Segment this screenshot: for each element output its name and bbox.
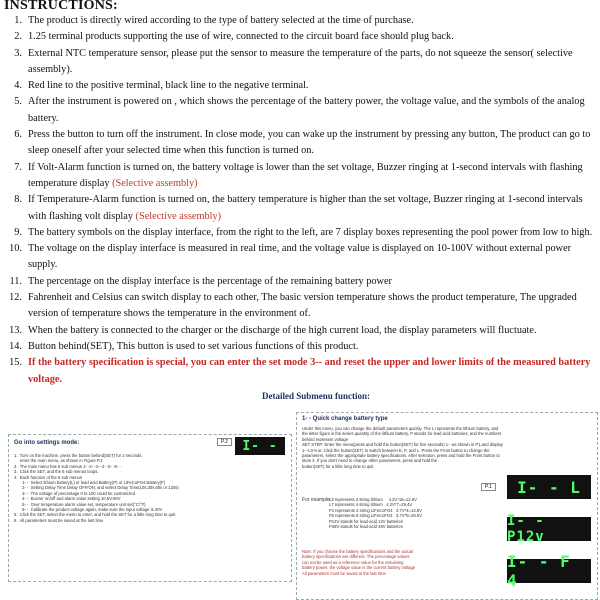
settings-line: 1- - Select lithium battery(L) or lead acid Battery(P) or LiFeCoFO4 Battery(F)	[14, 480, 166, 486]
item-text-main: Press the button to turn off the instrument. In close mode, you can wake up the instrument by pressing any button, The product can go to sleep oneself after your selected time when this function is turned on.	[28, 129, 591, 157]
settings-line: 3. Click the SET, and the 6 sub menus loops.	[14, 469, 99, 475]
item-text-main: If Volt-Alarm function is turned on, the battery voltage is lower than the set voltage, Buzzer ringing at 1-second intervals with flashing temperature display	[28, 161, 583, 189]
item-text	[28, 274, 596, 290]
item-number: 4.	[14, 80, 22, 92]
item-text	[28, 127, 596, 160]
example-line: P12V stands for lead-acid 12V batteries	[329, 518, 403, 524]
quick-change-heading: 1- - Quick change battery type	[302, 416, 388, 422]
settings-line: 3- - The voltage of percentage 0 to 100 could be customized	[14, 490, 135, 496]
item-text	[28, 29, 596, 45]
instruction-item	[4, 339, 596, 355]
item-number: 9.	[14, 226, 22, 238]
page-title: INSTRUCTIONS:	[4, 0, 118, 13]
note-line: All parameters must be saved at the last time	[302, 570, 386, 576]
instruction-item	[4, 160, 596, 193]
quick-change-line: SET STEP: Enter the menu(press and hold the button(SET) for five seconds) 1- -as shown in P1,and display	[302, 442, 503, 448]
note-line: Note: If you choose the battery specifications and the actual	[302, 549, 413, 554]
instruction-item	[4, 241, 596, 274]
settings-line: 1. Turn on the machine, press the button behind(SET) for 2 seconds,	[14, 453, 143, 458]
example-list	[329, 497, 479, 529]
item-text-main: If the battery specification is special, you can enter the set mode 3-- and reset the upper and lower limits of the measured battery voltage.	[28, 357, 591, 385]
instruction-item	[4, 355, 596, 388]
item-text-main: The percentage on the display interface is the percentage of the remaining battery power	[28, 275, 392, 287]
item-text-main: Fahrenheit and Celsius can switch display to each other, The basic version temperature shows the product temperature, The upgraded version of temperature shows the temperature in the environment of.	[28, 292, 577, 320]
item-text-main: The battery symbols on the display interface, from the right to the left, are 7 display boxes representing the pool power from low to high.	[28, 226, 593, 238]
quick-change-line: Under this menu, you can change the default parameters quickly. The L represents the lithium battery, and	[302, 426, 499, 431]
item-text	[28, 46, 596, 79]
item-text-main: After the instrument is powered on , which shows the percentage of the battery power, the voltage value, and the symbols of the analog battery.	[28, 96, 585, 124]
settings-line: 6- - Calibrate the product voltage again, make sure the input voltage is 20V	[14, 507, 163, 513]
instruction-item	[4, 323, 596, 339]
settings-line: 4- - Buzzer on/off and alarm value setting 10.5V-80V	[14, 496, 121, 502]
quick-change-text	[302, 426, 503, 469]
example-label: For example:	[302, 497, 332, 503]
quick-change-line: behind represent voltage	[302, 436, 349, 442]
item-number: 12.	[9, 292, 22, 304]
instruction-item	[4, 274, 596, 290]
instruction-item	[4, 192, 596, 225]
instruction-list	[4, 13, 596, 388]
quick-change-panel	[296, 412, 598, 600]
item-number: 11.	[9, 275, 22, 287]
item-text	[28, 339, 596, 355]
item-number: 8.	[14, 194, 22, 206]
item-text-main: The product is directly wired according to the type of battery selected at the time of purchase.	[28, 15, 414, 26]
settings-line: 5. Click the SET, select the menu to enter, and hold the SET for a little long time to quit	[14, 512, 176, 518]
quick-change-line: store it. If you don't need to change other parameters, press and hold the	[302, 458, 438, 464]
item-number: 14.	[9, 340, 22, 352]
item-text-main: If Temperature-Alarm function is turned on, the battery temperature is higher than the set voltage, Buzzer ringing at 1-second intervals with flashing volt display	[28, 194, 583, 222]
note-line: battery power. the voltage value is the current battery voltage	[302, 565, 416, 571]
note-line: battery specifications are different, The percentage values	[302, 554, 410, 560]
quick-change-line: parameters, select the appropriate battery specifications. After selection, press and hold the Front button to	[302, 453, 500, 459]
item-text	[28, 160, 596, 193]
item-text-main: When the battery is connected to the charger or the discharge of the high current load, the display parameters will fluctuate.	[28, 324, 537, 336]
lcd-display-lithium: I- - L	[507, 475, 591, 499]
instruction-item	[4, 46, 596, 79]
item-text-note: (Selective assembly)	[135, 210, 222, 222]
item-text	[28, 290, 596, 323]
settings-line: enter the main menu, as shown in Figure P.2	[14, 458, 103, 464]
item-number: 7.	[14, 161, 22, 173]
settings-line: 2. The main menu has 6 sub menus 1- -2- -3- -4- -5- -6- -	[14, 463, 121, 469]
item-text-note: (Selective assembly)	[112, 177, 198, 189]
figure-tag-p1: P.1	[481, 483, 496, 491]
item-text-main: External NTC temperature sensor, please put the sensor to measure the temperature of the parts, do not squeeze the sensor( selective assembly).	[28, 47, 573, 75]
example-line: P48V stands for lead-acid 48V batteries	[329, 524, 403, 530]
item-number: 6.	[14, 129, 22, 141]
lcd-display-lifecofo4: I- - F 4	[507, 559, 591, 583]
settings-heading: Go into settings mode:	[14, 440, 80, 446]
item-text	[28, 241, 596, 274]
instruction-item	[4, 94, 596, 127]
item-text	[28, 355, 596, 388]
quick-change-line: 1- -L0-9 or, Click the button(SET) to switch between E, P, and L. Press the Front button to change the	[302, 447, 490, 453]
settings-line: 5- - Over temperature alarm value set, temperature unit set(°C/°F)	[14, 501, 146, 507]
example-line: F4 represents 4 string LiFeCoFO4 3.7V*4=14.8V	[329, 507, 422, 513]
item-text	[28, 192, 596, 225]
lcd-display-lead-acid: I- - P12v	[507, 517, 591, 541]
item-text-main: Red line to the positive terminal, black line to the negative terminal.	[28, 80, 309, 92]
instruction-item	[4, 225, 596, 241]
item-text	[28, 323, 596, 339]
instruction-item	[4, 13, 596, 29]
item-number: 5.	[14, 96, 22, 108]
example-line: L3 represents 3 string lithium 4.2V*16=12.6V	[329, 497, 417, 502]
note-text	[302, 549, 462, 576]
instruction-item	[4, 127, 596, 160]
submenu-heading: Detailed Submenu function:	[262, 391, 371, 401]
quick-change-line: button(SET) for a little long time to quit	[302, 463, 374, 469]
item-number: 3.	[14, 47, 22, 59]
item-text-main: Button behind(SET), This button is used to set various functions of this product.	[28, 340, 359, 352]
settings-line: 2- - Setting Delay Time Delay OFF/ON, and select Delay Time(10s,30s,60s or 120s)	[14, 485, 179, 491]
instruction-item	[4, 29, 596, 45]
item-text	[28, 13, 596, 29]
item-number: 13.	[9, 324, 22, 336]
item-number: 1.	[14, 15, 22, 26]
instruction-item	[4, 290, 596, 323]
item-text	[28, 94, 596, 127]
item-text-main: 1.25 terminal products supporting the use of wire, connected to the circuit board face should plug back.	[28, 31, 454, 43]
quick-change-line: the letter figure is the series quantity of the lithium battery, P stands for lead acid batteries, and the numbers	[302, 431, 502, 437]
item-number: 2.	[14, 31, 22, 43]
settings-steps	[14, 453, 284, 523]
note-line: can not be used as a reference value for the remaining	[302, 559, 404, 565]
settings-mode-panel	[8, 434, 292, 582]
settings-line: 6. All parameters must be saved at the last time	[14, 517, 104, 523]
example-line: L7 represents 4 string lithium 4.2V*7=29.4V	[329, 502, 413, 508]
lcd-display-menu: I- -	[235, 437, 285, 455]
item-number: 10.	[9, 243, 22, 255]
figure-tag-p2: P.2	[217, 438, 232, 446]
item-text-main: The voltage on the display interface is measured in real time, and the voltage value is displayed on 10-100V without external power supply.	[28, 243, 572, 271]
item-text	[28, 225, 596, 241]
instruction-item	[4, 78, 596, 94]
item-text	[28, 78, 596, 94]
settings-line: 4. Each function of the 6 sub menus	[14, 474, 82, 480]
example-line: F8 represents 8 string LiFeCoFO4 3.7V*8=29.6V	[329, 513, 422, 519]
item-number: 15.	[9, 357, 22, 369]
